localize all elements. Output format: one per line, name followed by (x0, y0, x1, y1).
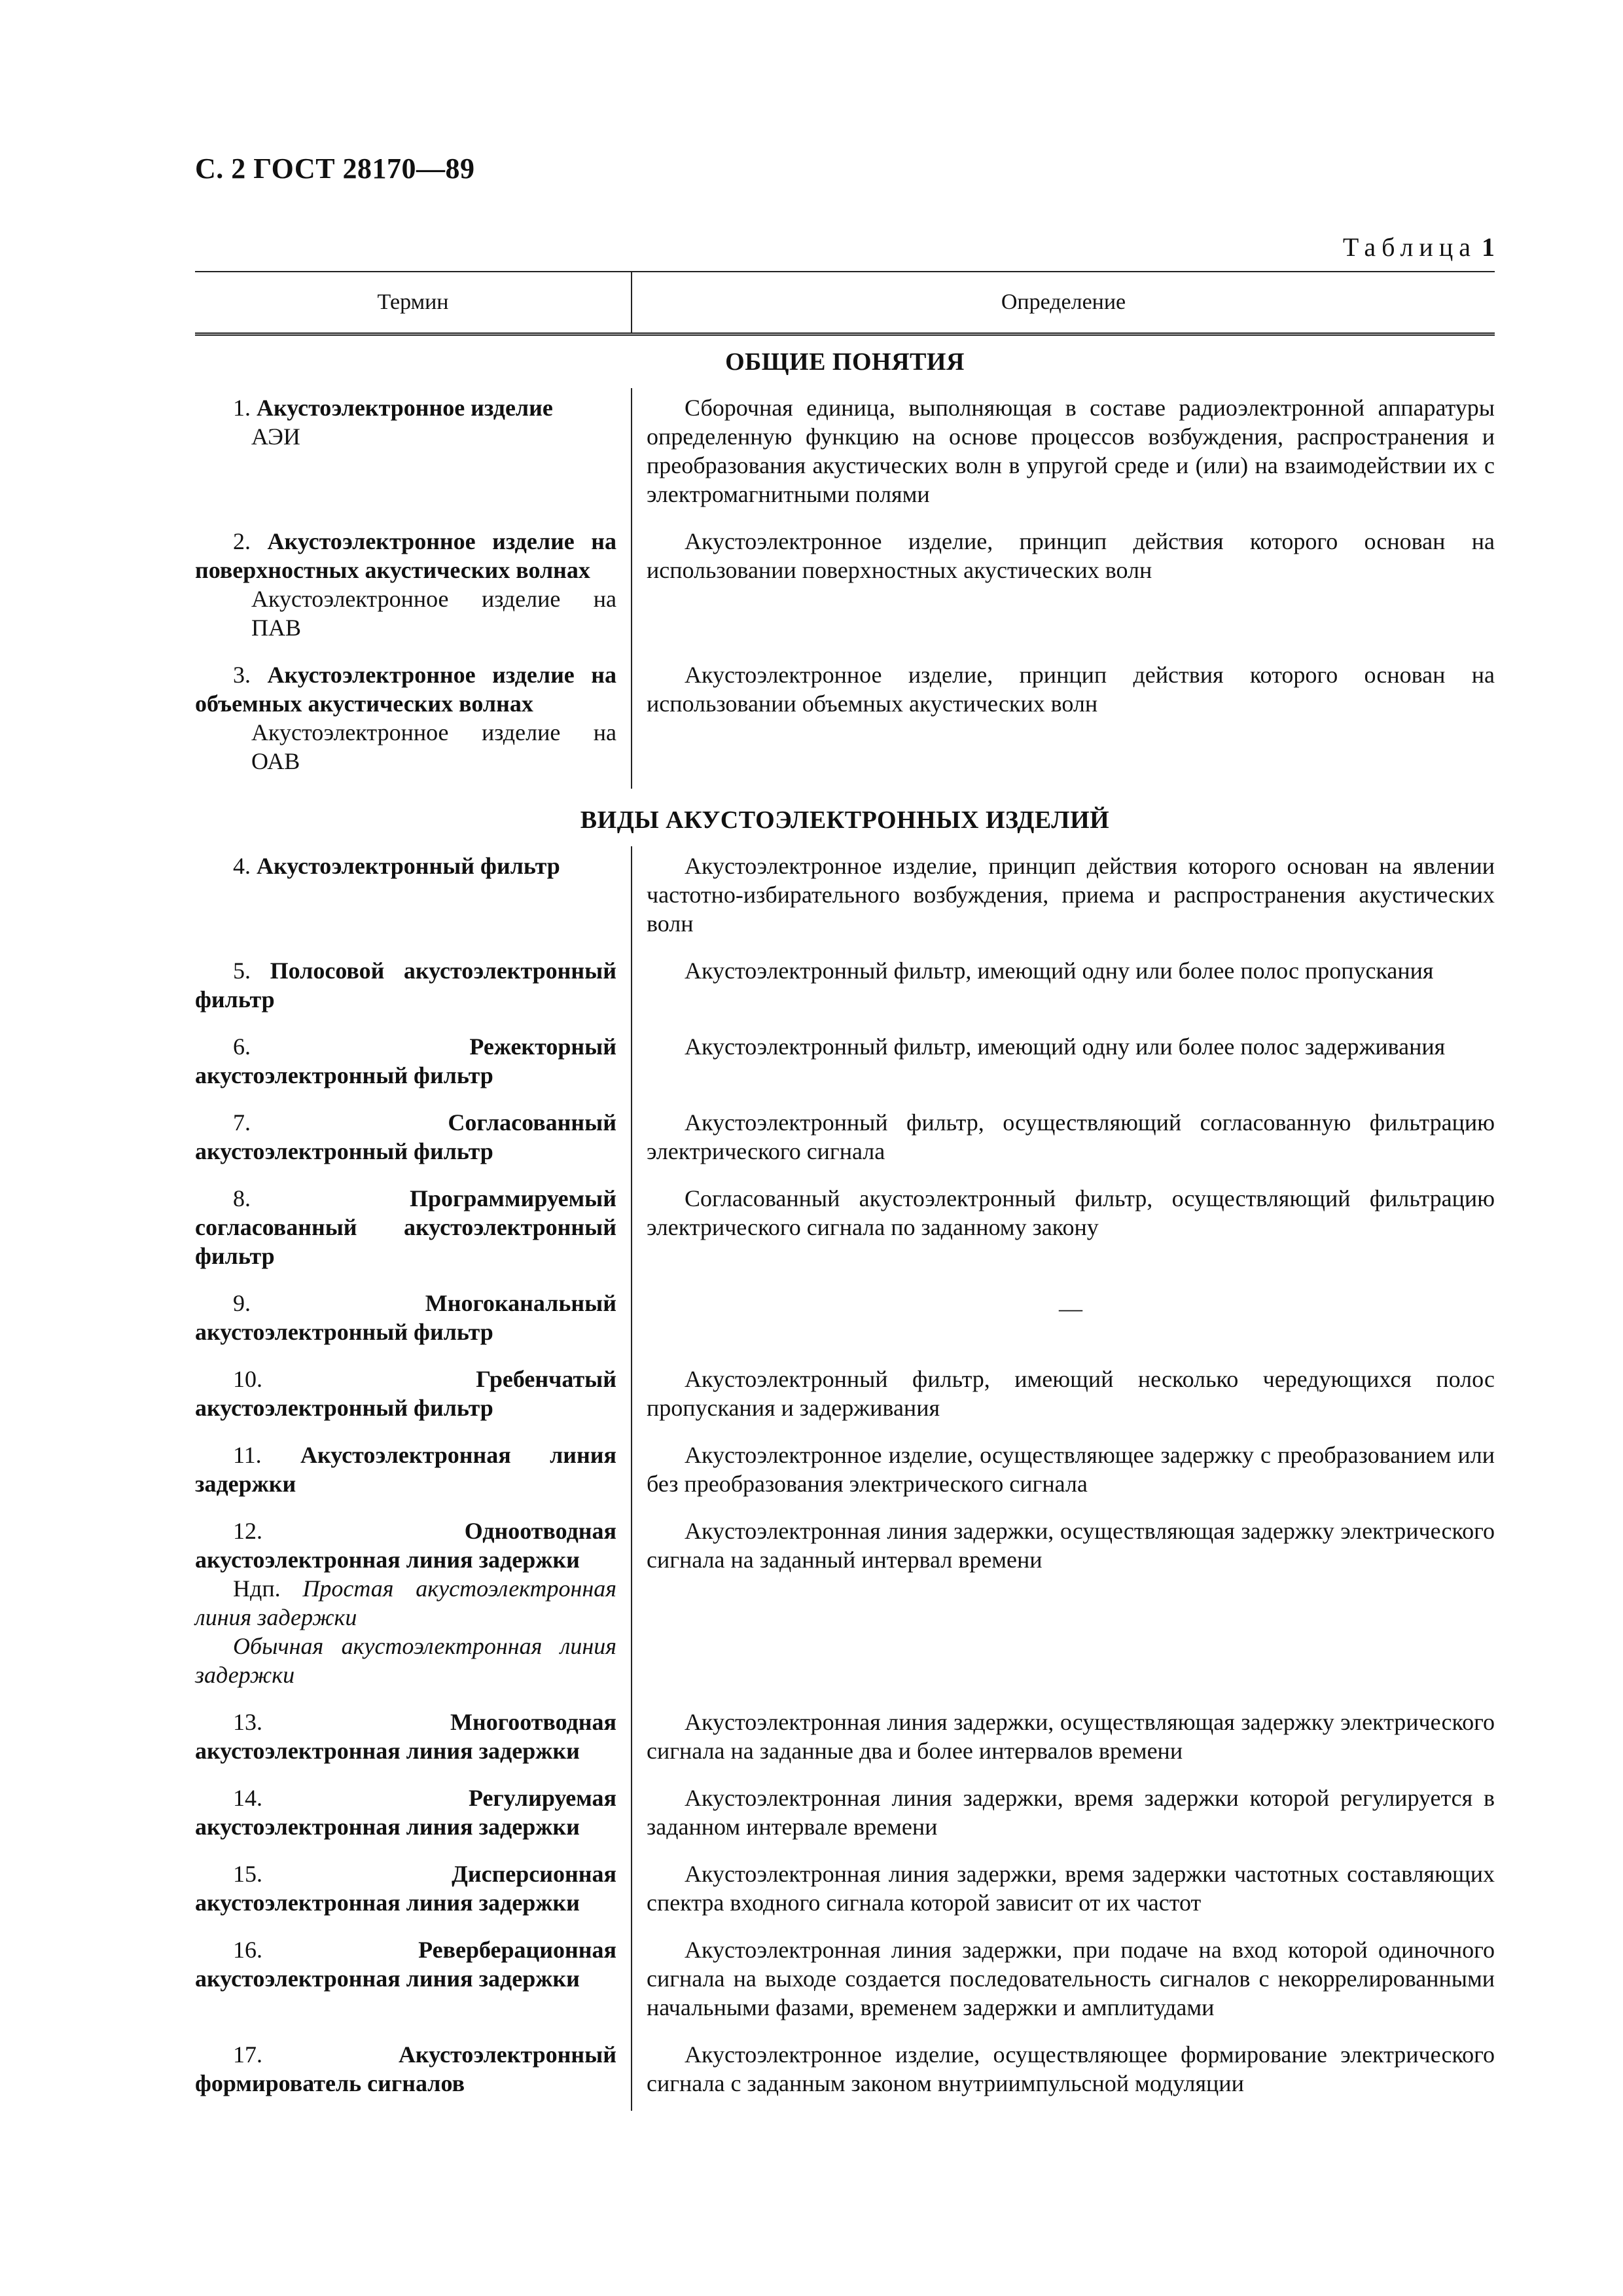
term-number: 5. (233, 958, 251, 984)
table-row (195, 1103, 1495, 1179)
definition-text: Согласованный акустоэлектронный фильтр, осуществляющий фильтрацию электрического сигнала по заданному закону (647, 1185, 1495, 1240)
table-row (195, 1435, 1495, 1511)
term-cell (195, 1283, 632, 1359)
definition-text: Сборочная единица, выполняющая в составе радиоэлектронной аппаратуры определенную функцию на основе процессов возбуждения, распространения и преобразования акустических волн в упругой среде и (или) на взаимодействии их с электромагнитными полями (647, 395, 1495, 507)
term-number: 1. (233, 395, 251, 421)
term-name: Акустоэлектронный формирователь сигналов (195, 2041, 616, 2096)
term-number: 6. (233, 1033, 251, 1060)
term-cell (195, 1511, 632, 1702)
deprecated-term-1: Простая акустоэлектронная линия задержки (195, 1575, 616, 1630)
column-header-definition: Определение (1001, 290, 1126, 314)
term-name: Многоотводная акустоэлектронная линия задержки (195, 1709, 616, 1764)
table-header (195, 271, 1495, 336)
table-caption (1343, 232, 1495, 262)
definition-text: Акустоэлектронный фильтр, имеющий несколько чередующихся полос пропускания и задерживания (647, 1366, 1495, 1421)
term-cell (195, 1702, 632, 1778)
definition-cell (632, 388, 1495, 522)
term-name: Акустоэлектронный фильтр (257, 853, 560, 879)
term-number: 17. (233, 2041, 262, 2068)
term-cell (195, 522, 632, 655)
term-cell (195, 1930, 632, 2035)
definition-cell (632, 1511, 1495, 1702)
definition-cell (632, 1435, 1495, 1511)
table-row (195, 1027, 1495, 1103)
term-name: Согласованный акустоэлектронный фильтр (195, 1109, 616, 1164)
term-name: Полосовой акустоэлектронный фильтр (195, 958, 616, 1013)
table-caption-number: 1 (1482, 232, 1495, 262)
page-header: С. 2 ГОСТ 28170—89 (195, 152, 475, 185)
definition-text: Акустоэлектронное изделие, осуществляющее формирование электрического сигнала с заданным законом внутриимпульсной модуляции (647, 2041, 1495, 2096)
term-cell (195, 1027, 632, 1103)
table-row (195, 1511, 1495, 1702)
definition-cell (632, 1930, 1495, 2035)
deprecated-term-2: Обычная акустоэлектронная линия задержки (195, 1633, 616, 1688)
definition-cell (632, 1359, 1495, 1435)
table-row (195, 388, 1495, 522)
term-name: Акустоэлектронное изделие на поверхностных акустических волнах (195, 528, 616, 583)
term-cell (195, 1778, 632, 1854)
term-number: 8. (233, 1185, 251, 1211)
term-synonym: Акустоэлектронное изделие на ОАВ (251, 719, 616, 774)
table-row (195, 1930, 1495, 2035)
definition-cell (632, 1103, 1495, 1179)
definition-text: Акустоэлектронная линия задержки, осуществляющая задержку электрического сигнала на заданный интервал времени (647, 1518, 1495, 1573)
definition-text: Акустоэлектронный фильтр, осуществляющий согласованную фильтрацию электрического сигнала (647, 1109, 1495, 1164)
table-row (195, 951, 1495, 1027)
term-name: Акустоэлектронная линия задержки (195, 1442, 616, 1497)
term-number: 12. (233, 1518, 262, 1544)
definition-cell (632, 1283, 1495, 1359)
term-cell (195, 655, 632, 789)
definition-text: Акустоэлектронная линия задержки, время задержки которой регулируется в заданном интервале времени (647, 1785, 1495, 1840)
term-number: 3. (233, 662, 251, 688)
term-name: Режекторный акустоэлектронный фильтр (195, 1033, 616, 1088)
term-number: 16. (233, 1937, 262, 1963)
definition-text: Акустоэлектронное изделие, принцип действия которого основан на использовании поверхностных акустических волн (647, 528, 1495, 583)
term-name: Реверберационная акустоэлектронная линия задержки (195, 1937, 616, 1992)
definition-text: Акустоэлектронное изделие, принцип действия которого основан на использовании объемных акустических волн (647, 662, 1495, 717)
table-row (195, 522, 1495, 655)
term-number: 4. (233, 853, 251, 879)
definition-text: Акустоэлектронное изделие, принцип действия которого основан на явлении частотно-избирательного возбуждения, приема и распространения акустических волн (647, 853, 1495, 937)
definition-cell (632, 951, 1495, 1027)
definition-text: Акустоэлектронный фильтр, имеющий одну или более полос задерживания (685, 1033, 1446, 1060)
table-row (195, 2035, 1495, 2111)
term-cell (195, 388, 632, 522)
table-row (195, 1179, 1495, 1283)
section-title: ВИДЫ АКУСТОЭЛЕКТРОННЫХ ИЗДЕЛИЙ (580, 806, 1110, 834)
definition-text: Акустоэлектронное изделие, осуществляющее задержку с преобразованием или без преобразования электрического сигнала (647, 1442, 1495, 1497)
term-cell (195, 1854, 632, 1930)
section-title: ОБЩИЕ ПОНЯТИЯ (725, 348, 965, 376)
table-row (195, 1283, 1495, 1359)
terms-table (195, 271, 1495, 2111)
definition-text: Акустоэлектронная линия задержки, при подаче на вход которой одиночного сигнала на выходе создается последовательность сигналов с некоррелированными начальными фазами, временем задержки и амплитудами (647, 1937, 1495, 2020)
term-number: 11. (233, 1442, 262, 1468)
term-number: 15. (233, 1861, 262, 1887)
term-name: Регулируемая акустоэлектронная линия задержки (195, 1785, 616, 1840)
definition-text: Акустоэлектронный фильтр, имеющий одну или более полос пропускания (685, 958, 1434, 984)
term-number: 2. (233, 528, 251, 554)
definition-cell (632, 1027, 1495, 1103)
table-row (195, 1702, 1495, 1778)
term-name: Гребенчатый акустоэлектронный фильтр (195, 1366, 616, 1421)
table-row (195, 1778, 1495, 1854)
table-row (195, 1359, 1495, 1435)
definition-cell (632, 1778, 1495, 1854)
term-cell (195, 1435, 632, 1511)
term-number: 14. (233, 1785, 262, 1811)
term-number: 10. (233, 1366, 262, 1392)
definition-cell (632, 846, 1495, 951)
table-caption-label: Таблица (1342, 232, 1476, 262)
definition-cell (632, 655, 1495, 789)
term-number: 9. (233, 1290, 251, 1316)
term-cell (195, 1359, 632, 1435)
term-cell (195, 951, 632, 1027)
definition-cell (632, 1854, 1495, 1930)
definition-cell (632, 2035, 1495, 2111)
term-name: Одноотводная акустоэлектронная линия задержки (195, 1518, 616, 1573)
term-cell (195, 846, 632, 951)
term-name: Дисперсионная акустоэлектронная линия задержки (195, 1861, 616, 1916)
term-cell (195, 2035, 632, 2111)
term-abbreviation: АЭИ (251, 423, 300, 450)
term-number: 13. (233, 1709, 262, 1735)
term-name: Акустоэлектронное изделие на объемных акустических волнах (195, 662, 616, 717)
definition-text: Акустоэлектронная линия задержки, осуществляющая задержку электрического сигнала на заданные два и более интервалов времени (647, 1709, 1495, 1764)
definition-cell (632, 1702, 1495, 1778)
deprecated-label: Ндп. (233, 1575, 281, 1602)
term-cell (195, 1179, 632, 1283)
definition-dash: — (1059, 1295, 1082, 1321)
table-row (195, 1854, 1495, 1930)
term-name: Программируемый согласованный акустоэлектронный фильтр (195, 1185, 616, 1269)
term-cell (195, 1103, 632, 1179)
table-row (195, 846, 1495, 951)
definition-text: Акустоэлектронная линия задержки, время задержки частотных составляющих спектра входного сигнала которой зависит от их частот (647, 1861, 1495, 1916)
term-name: Акустоэлектронное изделие (257, 395, 553, 421)
definition-cell (632, 522, 1495, 655)
table-row (195, 655, 1495, 789)
term-name: Многоканальный акустоэлектронный фильтр (195, 1290, 616, 1345)
column-header-term: Термин (195, 272, 632, 332)
term-number: 7. (233, 1109, 251, 1136)
term-synonym: Акустоэлектронное изделие на ПАВ (251, 586, 616, 641)
definition-cell (632, 1179, 1495, 1283)
deprecated-term (195, 1574, 616, 1632)
